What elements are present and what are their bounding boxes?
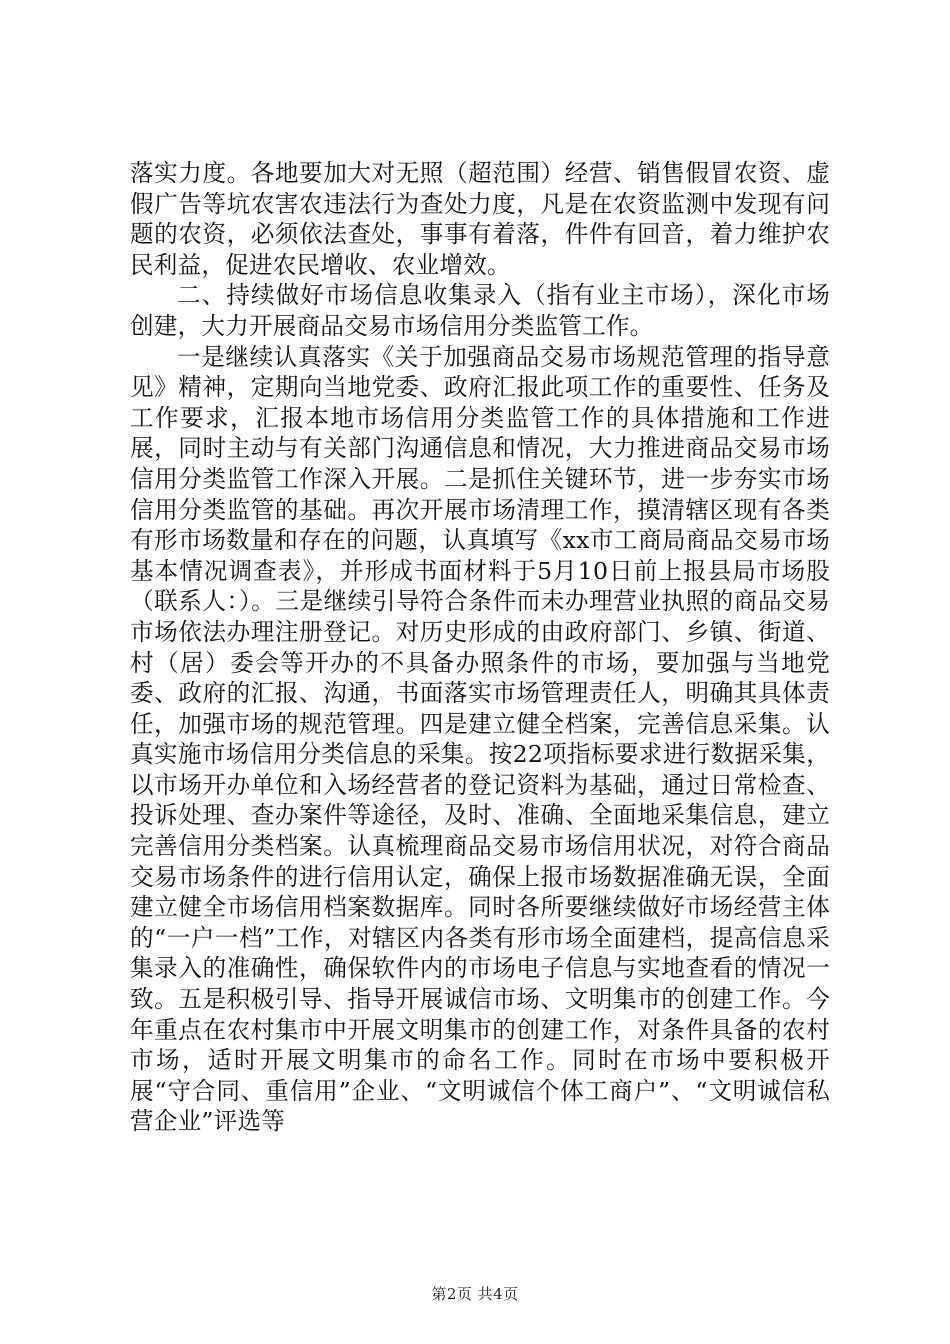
paragraph-3: 一是继续认真落实《关于加强商品交易市场规范管理的指导意见》精神，定期向当地党委、政府汇报此项工作的重要性、任务及工作要求，汇报本地市场信用分类监管工作的具体措施和工作进展，同时主动与有关部门沟通信息和情况，大力推进商品交易市场信用分类监管工作深入开展。二是抓住关键环节，进一步夯实市场信用分类监管的基础。再次开展市场清理工作，摸清辖区现有各类有形市场数量和存在的问题，认真填写《xx市工商局商品交易市场基本情况调查表》，并形成书面材料于5月10日前上报县局市场股（联系人：）。三是继续引导符合条件而未办理营业执照的商品交易市场依法办理注册登记。对历史形成的由政府部门、乡镇、街道、村（居）委会等开办的不具备办照条件的市场，要加强与当地党委、政府的汇报、沟通，书面落实市场管理责任人，明确其具体责任，加强市场的规范管理。四是建立健全档案，完善信息采集。认真实施市场信用分类信息的采集。按22项指标要求进行数据采集，以市场开办单位和入场经营者的登记资料为基础，通过日常检查、投诉处理、查办案件等途径，及时、准确、全面地采集信息，建立完善信用分类档案。认真梳理商品交易市场信用状况，对符合商品交易市场条件的进行信用认定，确保上报市场数据准确无误，全面建立健全市场信用档案数据库。同时各所要继续做好市场经营主体的“一户一档”工作，对辖区内各类有形市场全面建档，提高信息采集录入的准确性，确保软件内的市场电子信息与实地查看的情况一致。五是积极引导、指导开展诚信市场、文明集市的创建工作。今年重点在农村集市中开展文明集市的创建工作，对条件具备的农村市场，适时开展文明集市的命名工作。同时在市场中要积极开展“守合同、重信用”企业、“文明诚信个体工商户”、“文明诚信私营企业”评选等 bbox=[130, 342, 830, 1136]
page-number-footer: 第2页 共4页 bbox=[431, 1285, 519, 1303]
document-body bbox=[130, 158, 830, 1137]
paragraph-2-section-heading: 二、持续做好市场信息收集录入（指有业主市场），深化市场创建，大力开展商品交易市场信用分类监管工作。 bbox=[130, 281, 830, 340]
paragraph-1: 落实力度。各地要加大对无照（超范围）经营、销售假冒农资、虚假广告等坑农害农违法行为查处力度，凡是在农资监测中发现有问题的农资，必须依法查处，事事有着落，件件有回音，着力维护农民利益，促进农民增收、农业增效。 bbox=[130, 159, 830, 279]
